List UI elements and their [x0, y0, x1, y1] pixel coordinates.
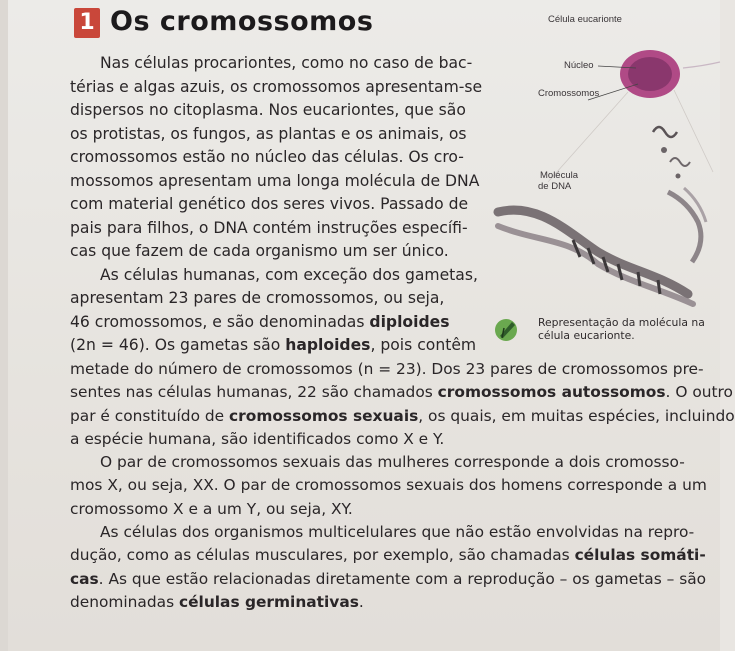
- paragraph-4-line: As células dos organismos multicelulares que não estão envolvidas na repro-: [100, 523, 695, 542]
- term-cromossomos-sexuais: cromossomos sexuais: [229, 406, 419, 425]
- label-chromosomes: Cromossomos: [538, 88, 600, 99]
- paragraph-4-line: [70, 591, 710, 614]
- text-run: dução, como as células musculares, por exemplo, são chamadas: [70, 546, 575, 565]
- text-column: [70, 52, 494, 358]
- paragraph-2-line: [70, 381, 733, 404]
- paragraph-3-line: mos X, ou seja, XX. O par de cromossomos sexuais dos homens corresponde a um: [70, 476, 707, 495]
- paragraph-1-line: cas que fazem de cada organismo um ser único.: [70, 242, 449, 260]
- paragraph-2-line: As células humanas, com exceção dos gametas,: [100, 265, 478, 284]
- text-run: (2n = 46). Os gametas são: [70, 336, 286, 354]
- label-molecule-2: de DNA: [538, 181, 572, 192]
- text-run: , os quais, em muitas espécies, incluindo: [418, 406, 735, 425]
- paragraph-1-line: mossomos apresentam uma longa molécula de DNA: [70, 171, 480, 190]
- label-molecule: Molécula: [540, 170, 579, 181]
- paragraph-1-line: pais para filhos, o DNA contém instruções específi-: [70, 218, 468, 237]
- text-run: sentes nas células humanas, 22 são chamados: [70, 383, 438, 402]
- text-run: . O outro: [665, 383, 733, 402]
- term-haploides: haploides: [285, 336, 371, 354]
- text-full-width: [70, 358, 735, 614]
- text-run: denominadas: [70, 592, 179, 611]
- paragraph-1-line: dispersos no citoplasma. Nos eucariontes, que são: [70, 101, 466, 119]
- paragraph-2-line: [70, 334, 494, 358]
- term-autossomos: cromossomos autossomos: [437, 383, 666, 402]
- paragraph-4-line: [70, 568, 710, 591]
- text-run: .: [358, 592, 364, 611]
- paragraph-2-line: [70, 311, 494, 335]
- text-run: , pois contêm: [370, 336, 477, 354]
- paragraph-2-line: metade do número de cromossomos (n = 23). Dos 23 pares de cromossomos pre-: [70, 360, 704, 378]
- section-title: Os cromossomos: [110, 6, 374, 37]
- paragraph-2-line: apresentam 23 pares de cromossomos, ou seja,: [70, 289, 445, 307]
- text-run: 46 cromossomos, e são denominadas: [70, 312, 370, 331]
- label-cell: Célula eucarionte: [548, 14, 622, 25]
- paragraph-1-line: cromossomos estão no núcleo das células. Os cro-: [70, 148, 464, 166]
- label-nucleus: Núcleo: [564, 60, 594, 71]
- paragraph-1-line: térias e algas azuis, os cromossomos apresentam-se: [70, 77, 483, 96]
- figure-caption: Representação da molécula na célula eucarionte.: [538, 316, 705, 342]
- paragraph-1-line: com material genético dos seres vivos. Passado de: [70, 195, 469, 213]
- term-celulas-germinativas: células germinativas: [178, 592, 359, 611]
- text-run: . As que estão relacionadas diretamente com a reprodução – os gametas – são: [98, 569, 707, 588]
- term-celulas-somaticas-end: cas: [70, 569, 99, 588]
- paragraph-3-line: O par de cromossomos sexuais das mulheres corresponde a dois cromosso-: [100, 453, 685, 472]
- paragraph-1-line: os protistas, os fungos, as plantas e os animais, os: [70, 124, 467, 143]
- text-run: par é constituído de: [70, 406, 230, 425]
- term-diploides: diploides: [369, 312, 450, 331]
- dna-illustration: [488, 12, 720, 312]
- paragraph-1-line: Nas células procariontes, como no caso de bac-: [100, 54, 473, 72]
- paragraph-2-line: [70, 405, 735, 428]
- section-number-badge: 1: [74, 8, 100, 38]
- pen-icon: [492, 316, 522, 342]
- paragraph-4-line: [70, 544, 710, 567]
- paragraph-3-line: cromossomo X e a um Y, ou seja, XY.: [70, 499, 353, 518]
- page-margin: [0, 0, 8, 651]
- paragraph-2-line: a espécie humana, são identificados como X e Y.: [70, 429, 445, 448]
- term-celulas-somaticas: células somáti-: [574, 546, 706, 565]
